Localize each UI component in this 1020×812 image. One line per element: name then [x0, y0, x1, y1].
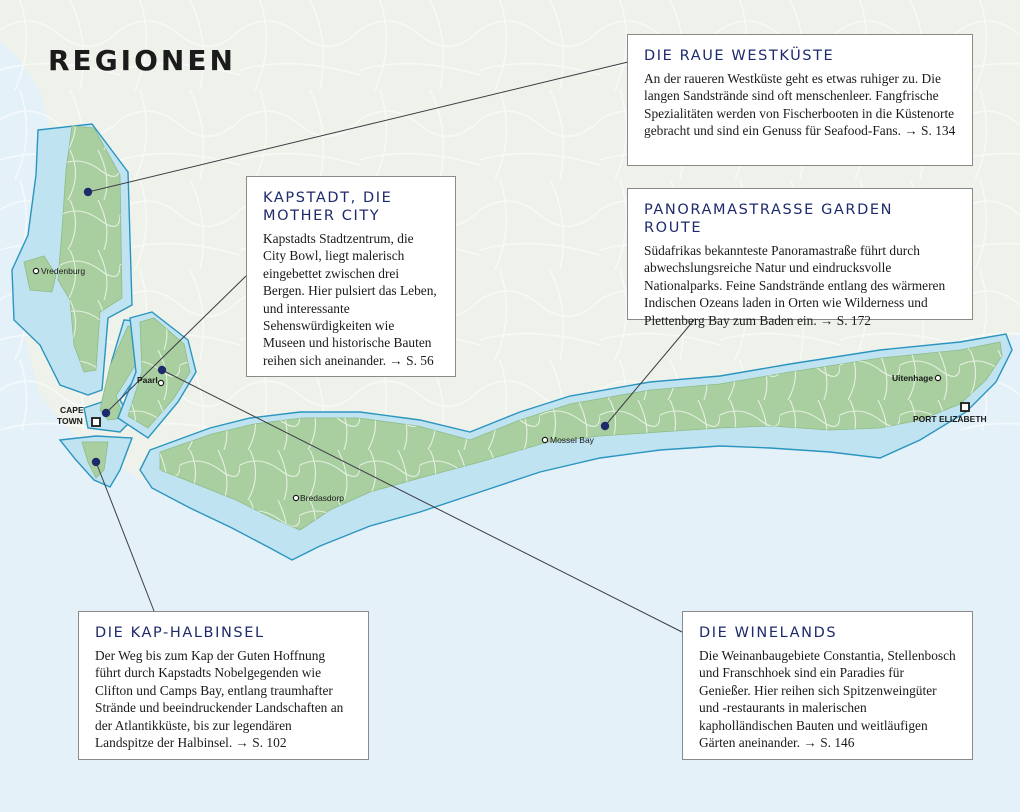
region-heading-cape-peninsula: DIE KAP-HALBINSEL: [95, 625, 265, 641]
place-label-mossel-bay: Mossel Bay: [550, 435, 594, 445]
city-marker-mossel-bay: [542, 437, 547, 442]
major-city-marker-cape-town: [92, 418, 100, 426]
region-text-cape-town: Kapstadts Stadtzentrum, die City Bowl, liegt malerisch eingebettet zwischen drei Bergen. Hier pulsiert das Leben, und interessante Sehenswürdigkeiten wie Museen und historische Bauten reihen sich aneinander. → S. 56: [263, 231, 437, 368]
place-label-paarl: Paarl: [137, 375, 158, 385]
region-dot-cape-peninsula: [92, 458, 100, 466]
page-title: REGIONEN: [48, 44, 236, 77]
region-heading-west-coast: DIE RAUE WESTKÜSTE: [644, 48, 835, 64]
major-city-marker-port-elizabeth: [961, 403, 969, 411]
region-dot-winelands: [158, 366, 166, 374]
region-dot-cape-town: [102, 409, 110, 417]
place-label-cape-town-1: CAPE: [60, 405, 84, 415]
place-label-cape-town-2: TOWN: [57, 416, 83, 426]
city-marker-bredasdorp: [293, 495, 298, 500]
info-box-garden-route: [627, 188, 973, 328]
info-box-cape-town: [246, 176, 456, 377]
region-dot-west-coast: [84, 188, 92, 196]
region-heading-winelands: DIE WINELANDS: [699, 625, 838, 641]
region-text-west-coast: An der raueren Westküste geht es etwas ruhiger zu. Die langen Sandstrände sind oft menschenleer. Fangfrische Spezialitäten werden von Fischerbooten in die Küstenorte gebracht und sind ein Genuss für Seafood-Fans. → S. 134: [644, 71, 956, 139]
city-marker-uitenhage: [935, 375, 940, 380]
region-text-cape-peninsula: Der Weg bis zum Kap der Guten Hoffnung führt durch Kapstadts Nobelgegenden wie Clifton und Camps Bay, entlang traumhafter Strände und beeindruckender Landschaften an der Atlantikküste, bis zur legendären Landspitze der Halbinsel. → S. 102: [95, 648, 344, 751]
region-text-winelands: Die Weinanbaugebiete Constantia, Stellenbosch und Franschhoek sind ein Paradies für Genießer. Hier reihen sich Spitzenweingüter und -restaurants in malerischen kapholländischen Bauten und weitläufigen Gärten aneinander. → S. 146: [699, 648, 956, 751]
place-label-port-elizabeth: PORT ELIZABETH: [913, 414, 987, 424]
city-marker-paarl: [158, 380, 163, 385]
place-label-vredenburg: Vredenburg: [41, 266, 86, 276]
region-heading-garden-route: PANORAMASTRASSE GARDEN ROUTE: [644, 202, 894, 236]
region-heading-cape-town: KAPSTADT, DIE MOTHER CITY: [263, 190, 393, 224]
place-label-bredasdorp: Bredasdorp: [300, 493, 344, 503]
region-dot-garden-route: [601, 422, 609, 430]
info-box-cape-peninsula: [78, 611, 369, 760]
place-label-uitenhage: Uitenhage: [892, 373, 934, 383]
city-marker-vredenburg: [33, 268, 38, 273]
info-box-west-coast: [627, 34, 973, 166]
info-box-winelands: [682, 611, 973, 760]
region-text-garden-route: Südafrikas bekannteste Panoramastraße führt durch abwechslungsreiche Natur und eindrucksvolle Nationalparks. Feine Sandstrände entlang des wärmeren Indischen Ozeans laden in Orten wie Wilderness und Plettenberg Bay zum Baden ein. → S. 172: [644, 243, 946, 328]
